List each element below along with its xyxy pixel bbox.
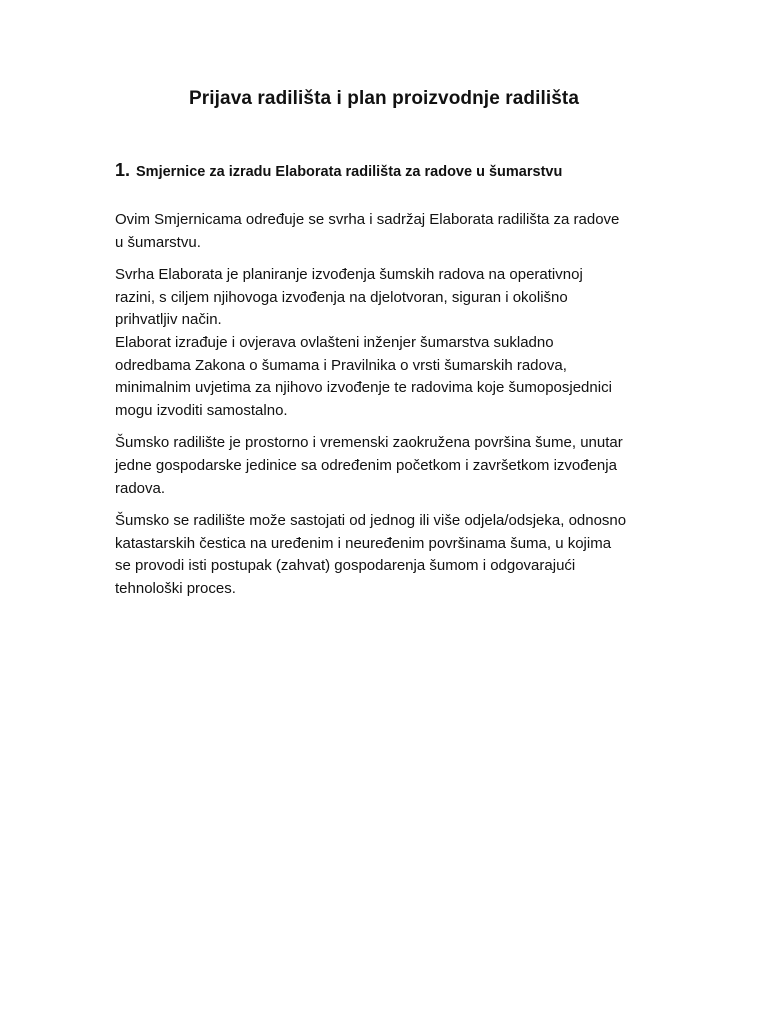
paragraph-line: tehnološki proces.	[115, 579, 236, 597]
paragraph-purpose	[115, 209, 685, 254]
paragraph-line: odredbama Zakona o šumama i Pravilnika o vrsti šumarskih radova,	[115, 356, 567, 374]
paragraph-line: Svrha Elaborata je planiranje izvođenja šumskih radova na operativnoj	[115, 266, 583, 284]
paragraph-composition	[115, 510, 685, 600]
paragraph-line: Šumsko se radilište može sastojati od jednog ili više odjela/odsjeka, odnosno	[115, 512, 627, 530]
paragraph-line: Elaborat izrađuje i ovjerava ovlašteni inženjer šumarstva sukladno	[115, 333, 554, 351]
paragraph-line: Šumsko radilište je prostorno i vremenski zaokružena površina šume, unutar	[115, 434, 623, 452]
paragraph-aim	[115, 264, 685, 332]
section-number: 1.	[115, 160, 131, 180]
paragraph-line: radova.	[115, 479, 166, 497]
paragraph-line: se provodi isti postupak (zahvat) gospodarenja šumom i odgovarajući	[115, 557, 576, 575]
paragraph-line: mogu izvoditi samostalno.	[115, 401, 288, 419]
paragraph-line: razini, s ciljem njihovoga izvođenja na djelotvoran, siguran i okolišno	[115, 288, 568, 306]
paragraph-line: minimalnim uvjetima za njihovo izvođenje te radovima koje šumoposjednici	[115, 379, 612, 397]
paragraph-author	[115, 332, 685, 422]
paragraph-line: u šumarstvu.	[115, 233, 201, 251]
paragraph-line: katastarskih čestica na uređenim i neuređenim površinama šuma, u kojima	[115, 534, 612, 552]
section-heading-text: Smjernice za izradu Elaborata radilišta za radove u šumarstvu	[136, 164, 563, 180]
document-title: Prijava radilišta i plan proizvodnje radilišta	[189, 88, 579, 109]
paragraph-line: prihvatljiv način.	[115, 311, 222, 329]
section-heading	[115, 160, 562, 181]
paragraph-line: jedne gospodarske jedinice sa određenim početkom i završetkom izvođenja	[115, 456, 617, 474]
paragraph-definition	[115, 432, 685, 500]
document-body	[115, 209, 685, 611]
paragraph-line: Ovim Smjernicama određuje se svrha i sadržaj Elaborata radilišta za radove	[115, 211, 620, 228]
